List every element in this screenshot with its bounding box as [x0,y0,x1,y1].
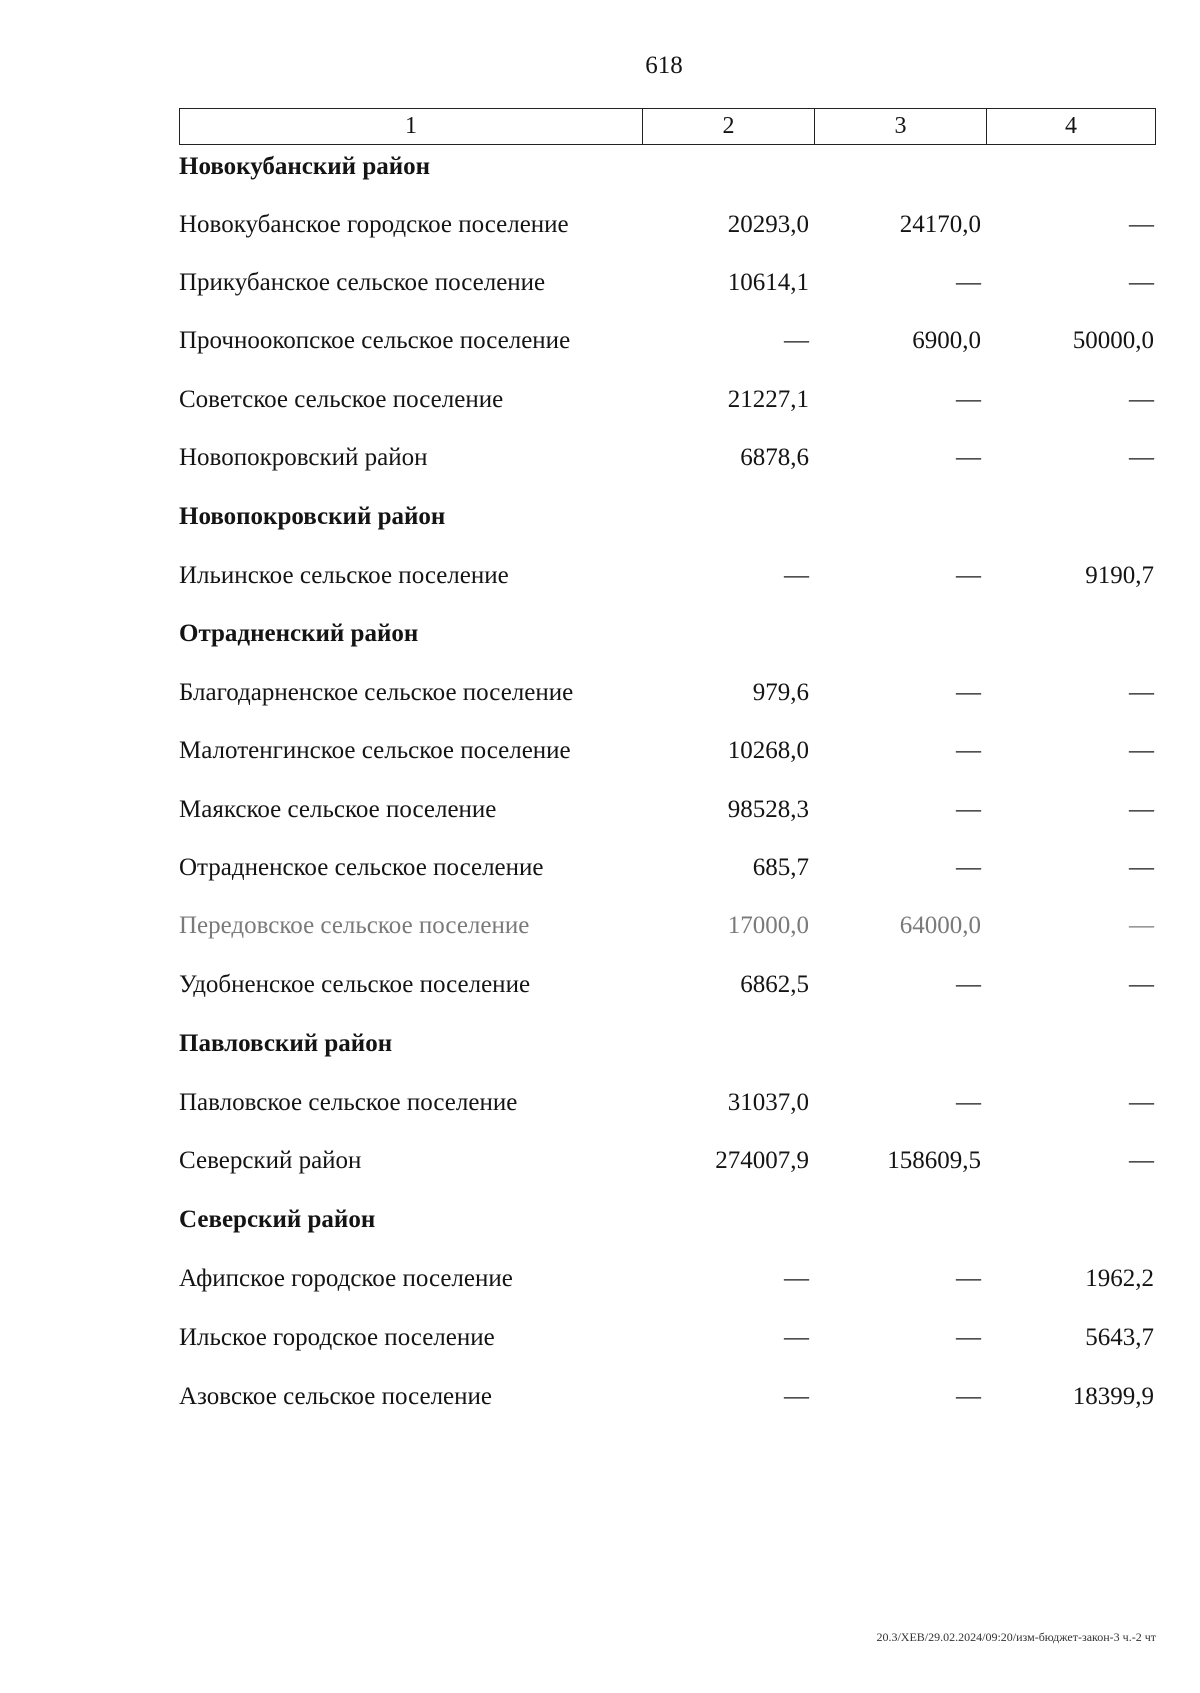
cell-column-3: — [956,386,981,413]
column-header-2: 2 [642,109,814,144]
settlement-name: Маякское сельское поселение [179,796,497,823]
cell-column-2: — [784,1383,809,1410]
settlement-name: Павловское сельское поселение [179,1089,518,1116]
settlement-name: Прочноокопское сельское поселение [179,327,571,354]
cell-column-3: — [956,444,981,471]
table-row [179,205,1156,245]
cell-column-2: 31037,0 [727,1089,809,1116]
table-row [179,321,1156,361]
table-row [179,731,1156,771]
cell-column-4: — [1129,1089,1154,1116]
cell-column-3: — [956,737,981,764]
document-stamp: 20.3/ХЕВ/29.02.2024/09:20/изм-бюджет-закон-3 ч.-2 чт [876,1630,1156,1644]
district-heading-row [179,614,1156,654]
cell-column-2: 20293,0 [727,211,809,238]
table-row [179,848,1156,888]
cell-column-4: — [1129,211,1154,238]
cell-column-4: — [1129,912,1154,939]
cell-column-4: — [1129,971,1154,998]
cell-column-3: — [956,269,981,296]
column-header-1: 1 [405,113,417,139]
cell-column-2: 21227,1 [727,386,809,413]
district-heading-row [179,1200,1156,1240]
page-number: 618 [645,52,683,79]
table-row [179,790,1156,830]
cell-column-2: 979,6 [752,679,809,706]
table-row [179,438,1156,478]
cell-column-4: — [1129,444,1154,471]
settlement-name: Ильское городское поселение [179,1324,495,1351]
cell-column-3: — [956,1324,981,1351]
cell-column-4: 50000,0 [1072,327,1154,354]
table-row [179,1259,1156,1299]
cell-column-2: 10614,1 [727,269,809,296]
table-row [179,263,1156,303]
settlement-name: Удобненское сельское поселение [179,971,531,998]
settlement-name: Афипское городское поселение [179,1265,513,1292]
district-name: Новопокровский район [179,503,446,530]
column-header-row [179,108,1156,145]
cell-column-2: 274007,9 [715,1147,809,1174]
district-name: Павловский район [179,1030,393,1057]
cell-column-3: — [956,1265,981,1292]
table-row [179,673,1156,713]
cell-column-3: — [956,854,981,881]
district-name: Новокубанский район [179,153,431,180]
cell-column-3: 24170,0 [899,211,981,238]
cell-column-2: — [784,562,809,589]
table-row [179,380,1156,420]
cell-column-3: — [956,1383,981,1410]
settlement-name: Северский район [179,1147,362,1174]
settlement-name: Азовское сельское поселение [179,1383,492,1410]
settlement-name: Прикубанское сельское поселение [179,269,546,296]
cell-column-2: — [784,327,809,354]
column-header-4: 4 [986,109,1155,144]
table-row [179,965,1156,1005]
settlement-name: Новокубанское городское поселение [179,211,569,238]
table-row [179,1083,1156,1123]
settlement-name: Благодарненское сельское поселение [179,679,574,706]
cell-column-3: 158609,5 [887,1147,981,1174]
district-heading-row [179,1024,1156,1064]
cell-column-3: — [956,1089,981,1116]
cell-column-4: — [1129,679,1154,706]
cell-column-3: 64000,0 [899,912,981,939]
cell-column-3: — [956,562,981,589]
cell-column-2: 10268,0 [727,737,809,764]
cell-column-4: 18399,9 [1072,1383,1154,1410]
table-row [179,1377,1156,1417]
district-heading-row [179,147,1156,187]
cell-column-2: — [784,1324,809,1351]
cell-column-4: 5643,7 [1085,1324,1154,1351]
cell-column-2: 6878,6 [740,444,809,471]
cell-column-4: — [1129,386,1154,413]
cell-column-4: — [1129,737,1154,764]
cell-column-4: — [1129,269,1154,296]
cell-column-2: 17000,0 [727,912,809,939]
district-heading-row [179,497,1156,537]
cell-column-4: — [1129,1147,1154,1174]
cell-column-4: — [1129,854,1154,881]
settlement-name: Передовское сельское поселение [179,912,530,939]
cell-column-3: — [956,971,981,998]
cell-column-3: — [956,796,981,823]
district-name: Северский район [179,1206,376,1233]
cell-column-4: 1962,2 [1085,1265,1154,1292]
settlement-name: Отрадненское сельское поселение [179,854,544,881]
cell-column-4: — [1129,796,1154,823]
table-row [179,906,1156,946]
cell-column-2: 98528,3 [727,796,809,823]
settlement-name: Ильинское сельское поселение [179,562,509,589]
cell-column-4: 9190,7 [1085,562,1154,589]
table-row [179,1318,1156,1358]
cell-column-2: 6862,5 [740,971,809,998]
settlement-name: Советское сельское поселение [179,386,504,413]
table-row [179,1141,1156,1181]
cell-column-3: — [956,679,981,706]
column-header-3: 3 [814,109,986,144]
table-row [179,556,1156,596]
settlement-name: Малотенгинское сельское поселение [179,737,571,764]
district-name: Отрадненский район [179,620,419,647]
cell-column-3: 6900,0 [912,327,981,354]
cell-column-2: 685,7 [752,854,809,881]
settlement-name: Новопокровский район [179,444,428,471]
cell-column-2: — [784,1265,809,1292]
